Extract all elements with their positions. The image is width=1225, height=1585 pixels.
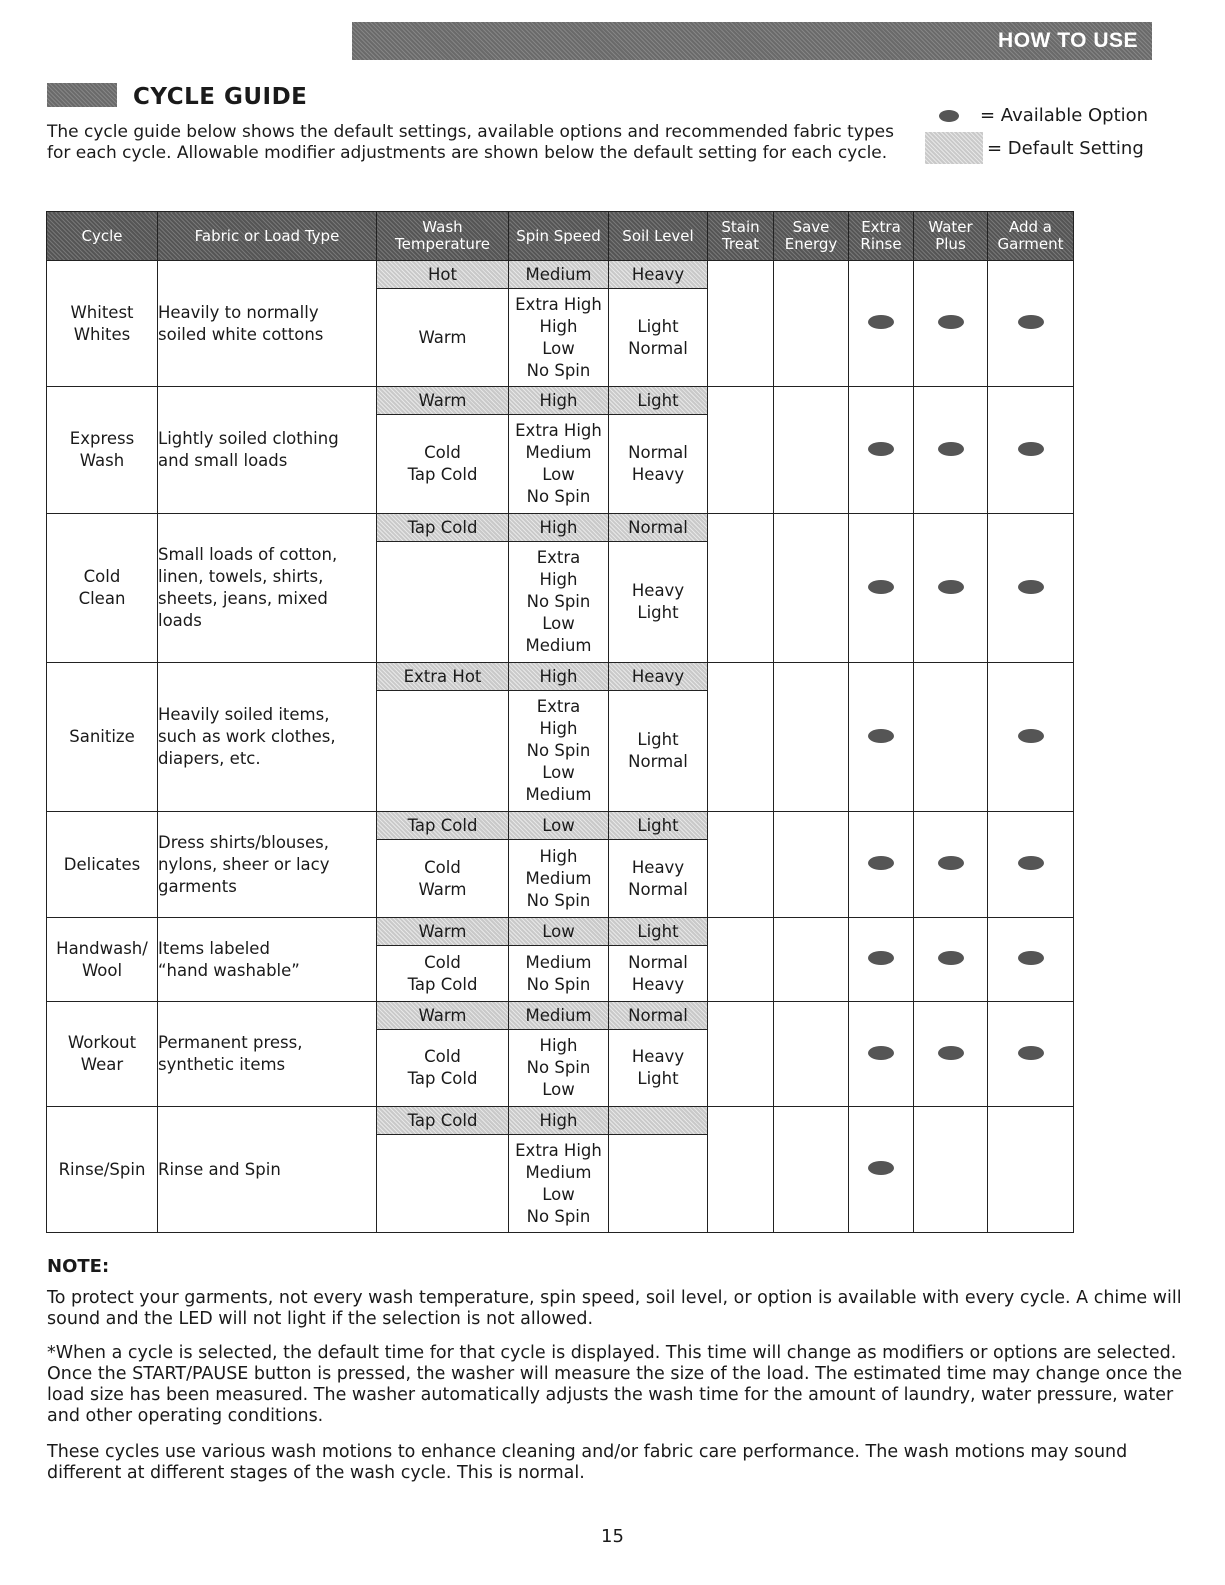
col-soil: Soil Level	[609, 212, 708, 261]
soil-level-modifiers	[609, 1030, 707, 1106]
wash-temperature-modifier: Cold	[424, 1047, 461, 1066]
table-row	[47, 1107, 1074, 1233]
extra-rinse-cell	[849, 1107, 914, 1233]
wash-temperature-cell	[377, 812, 509, 918]
soil-level-cell	[609, 1107, 708, 1233]
soil-level-cell	[609, 663, 708, 812]
cycle-name-line: Sanitize	[69, 727, 135, 746]
spin-speed-modifier: Extra	[536, 697, 581, 716]
wash-temperature-modifier: Warm	[418, 879, 467, 899]
soil-level-modifiers	[609, 289, 707, 386]
wash-temperature-default: Extra Hot	[377, 663, 508, 691]
legend-default	[925, 132, 1144, 164]
spin-speed-modifier: High	[539, 719, 578, 738]
wash-temperature-modifier: Cold	[424, 857, 461, 877]
spin-speed-modifiers	[509, 1030, 608, 1106]
spin-speed-modifier: No Spin	[526, 360, 591, 380]
spin-speed-cell	[509, 918, 609, 1002]
spin-speed-modifier: High	[539, 1036, 578, 1055]
available-option-icon	[868, 729, 894, 743]
soil-level-cell	[609, 1002, 708, 1107]
cycle-name	[47, 918, 158, 1002]
add-a-garment-cell	[988, 1107, 1074, 1233]
wash-temperature-modifiers	[377, 1135, 508, 1232]
fabric-type-line: soiled white cottons	[158, 324, 324, 344]
spin-speed-modifier: No Spin	[526, 592, 591, 611]
available-option-icon	[868, 1046, 894, 1060]
soil-level-cell	[609, 387, 708, 514]
spin-speed-modifier: Medium	[525, 636, 592, 655]
col-cycle: Cycle	[47, 212, 158, 261]
fabric-type	[158, 663, 377, 812]
soil-level-modifiers	[609, 542, 707, 662]
spin-speed-modifiers	[509, 946, 608, 1001]
water-plus-cell	[914, 663, 988, 812]
cycle-name-line: Wash	[79, 451, 125, 470]
soil-level-modifier: Light	[637, 1069, 679, 1088]
table-row	[47, 663, 1074, 812]
available-option-icon	[1018, 951, 1044, 965]
soil-level-modifier: Normal	[628, 879, 688, 899]
stain-treat-cell	[708, 918, 774, 1002]
extra-rinse-cell	[849, 663, 914, 812]
available-option-icon	[1018, 442, 1044, 456]
cycle-guide-table	[46, 211, 1074, 1233]
soil-level-cell	[609, 514, 708, 663]
spin-speed-modifier: Low	[542, 338, 575, 358]
wash-temperature-modifiers	[377, 289, 508, 386]
col-garment: Add a Garment	[988, 212, 1074, 261]
table-row	[47, 261, 1074, 387]
extra-rinse-cell	[849, 261, 914, 387]
spin-speed-modifier: Low	[542, 614, 575, 633]
save-energy-cell	[774, 1107, 849, 1233]
soil-level-modifier: Heavy	[631, 1047, 685, 1066]
default-setting-swatch	[925, 132, 983, 164]
save-energy-cell	[774, 663, 849, 812]
available-option-icon	[868, 951, 894, 965]
available-option-icon	[938, 951, 964, 965]
save-energy-cell	[774, 387, 849, 514]
fabric-type-line: Rinse and Spin	[158, 1159, 281, 1179]
fabric-type-line: Items labeled	[158, 938, 270, 958]
soil-level-default: Light	[609, 387, 707, 415]
soil-level-default: Normal	[609, 514, 707, 542]
available-option-icon	[938, 315, 964, 329]
stain-treat-cell	[708, 387, 774, 514]
cycle-name	[47, 663, 158, 812]
spin-speed-modifier: Medium	[525, 785, 592, 804]
spin-speed-cell	[509, 261, 609, 387]
wash-temperature-cell	[377, 387, 509, 514]
spin-speed-modifiers	[509, 415, 608, 513]
wash-temperature-modifier: Cold	[424, 443, 461, 462]
cycle-name-line: Workout	[67, 1033, 137, 1052]
soil-level-modifier: Light	[637, 603, 679, 622]
wash-temperature-modifier: Warm	[418, 327, 467, 347]
fabric-type	[158, 514, 377, 663]
cycle-name	[47, 261, 158, 387]
cycle-name-line: Cold	[83, 567, 121, 586]
water-plus-cell	[914, 1107, 988, 1233]
available-option-icon	[938, 580, 964, 594]
soil-level-default: Light	[609, 812, 707, 840]
wash-temperature-modifier: Tap Cold	[407, 465, 478, 484]
col-spin: Spin Speed	[509, 212, 609, 261]
spin-speed-modifier: Low	[542, 1080, 575, 1099]
soil-level-cell	[609, 812, 708, 918]
extra-rinse-cell	[849, 387, 914, 514]
spin-speed-modifier: Low	[542, 465, 575, 484]
cycle-name	[47, 1107, 158, 1233]
fabric-type-line: such as work clothes,	[158, 727, 336, 746]
spin-speed-cell	[509, 663, 609, 812]
soil-level-default: Heavy	[609, 261, 707, 289]
add-a-garment-cell	[988, 514, 1074, 663]
soil-level-modifier: Normal	[628, 952, 688, 972]
soil-level-modifiers	[609, 1135, 707, 1232]
wash-temperature-default: Tap Cold	[377, 812, 508, 840]
spin-speed-cell	[509, 1107, 609, 1233]
spin-speed-modifiers	[509, 691, 608, 811]
available-option-icon	[1018, 580, 1044, 594]
spin-speed-default: High	[509, 663, 608, 691]
fabric-type-line: Permanent press,	[158, 1033, 303, 1052]
soil-level-default	[609, 1107, 707, 1135]
note-paragraph: *When a cycle is selected, the default time for that cycle is displayed. This time will change as modifiers or options are selected. Once the START/PAUSE button is pressed, the washer will measure the size of the load. The estimated time may change once the load size has been measured. The washer automatically adjusts the wash time for the amount of laundry, water pressure, water and other operating conditions.	[47, 1343, 1183, 1426]
wash-temperature-default: Warm	[377, 387, 508, 415]
cycle-name-line: Whites	[73, 324, 131, 344]
legend-available-label: = Available Option	[980, 105, 1149, 126]
spin-speed-modifier: No Spin	[526, 890, 591, 910]
fabric-type-line: garments	[158, 876, 237, 896]
col-stain: Stain Treat	[708, 212, 774, 261]
add-a-garment-cell	[988, 918, 1074, 1002]
wash-temperature-modifiers	[377, 415, 508, 513]
available-option-icon	[1018, 315, 1044, 329]
save-energy-cell	[774, 812, 849, 918]
spin-speed-default: Medium	[509, 261, 608, 289]
fabric-type-line: nylons, sheer or lacy	[158, 854, 330, 874]
save-energy-cell	[774, 514, 849, 663]
cycle-name-line: Delicates	[63, 854, 141, 874]
note-paragraph: These cycles use various wash motions to enhance cleaning and/or fabric care performance. The wash motions may sound different at different stages of the wash cycle. This is normal.	[47, 1442, 1128, 1483]
banner-title: HOW TO USE	[998, 29, 1138, 52]
wash-temperature-modifier: Cold	[424, 952, 461, 972]
table-row	[47, 1002, 1074, 1107]
wash-temperature-default: Warm	[377, 1002, 508, 1030]
spin-speed-modifier: Low	[542, 1184, 575, 1204]
water-plus-cell	[914, 261, 988, 387]
available-option-icon	[1018, 1046, 1044, 1060]
spin-speed-modifiers	[509, 289, 608, 386]
fabric-type	[158, 918, 377, 1002]
note-paragraph: To protect your garments, not every wash temperature, spin speed, soil level, or option is available with every cycle. A chime will sound and the LED will not light if the selection is not allowed.	[47, 1288, 1182, 1329]
soil-level-modifiers	[609, 691, 707, 811]
spin-speed-modifier: High	[539, 570, 578, 589]
save-energy-cell	[774, 1002, 849, 1107]
wash-temperature-cell	[377, 663, 509, 812]
soil-level-modifiers	[609, 946, 707, 1001]
wash-temperature-default: Hot	[377, 261, 508, 289]
save-energy-cell	[774, 918, 849, 1002]
spin-speed-modifier: Medium	[525, 952, 592, 972]
spin-speed-modifier: Medium	[525, 443, 592, 462]
soil-level-modifier: Heavy	[631, 581, 685, 600]
stain-treat-cell	[708, 514, 774, 663]
spin-speed-modifiers	[509, 1135, 608, 1232]
table-row	[47, 514, 1074, 663]
save-energy-cell	[774, 261, 849, 387]
soil-level-modifier: Heavy	[631, 465, 685, 484]
stain-treat-cell	[708, 1107, 774, 1233]
spin-speed-modifier: Extra High	[515, 1140, 602, 1160]
section-title: CYCLE GUIDE	[133, 84, 308, 110]
spin-speed-cell	[509, 812, 609, 918]
fabric-type-line: Small loads of cotton,	[158, 545, 338, 564]
fabric-type	[158, 261, 377, 387]
available-option-icon	[868, 442, 894, 456]
stain-treat-cell	[708, 812, 774, 918]
water-plus-cell	[914, 1002, 988, 1107]
wash-temperature-modifier: Tap Cold	[407, 1069, 478, 1088]
legend-default-label: = Default Setting	[987, 137, 1144, 159]
available-option-icon	[938, 856, 964, 870]
section-banner	[352, 22, 1152, 60]
spin-speed-modifiers	[509, 840, 608, 917]
extra-rinse-cell	[849, 1002, 914, 1107]
soil-level-default: Heavy	[609, 663, 707, 691]
soil-level-modifier: Light	[637, 316, 679, 336]
fabric-type	[158, 1107, 377, 1233]
fabric-type-line: sheets, jeans, mixed loads	[158, 589, 328, 630]
stain-treat-cell	[708, 663, 774, 812]
water-plus-cell	[914, 387, 988, 514]
soil-level-modifier: Normal	[628, 443, 688, 462]
fabric-type-line: Heavily to normally	[158, 302, 319, 322]
spin-speed-modifier: No Spin	[526, 974, 591, 994]
spin-speed-modifier: No Spin	[526, 1058, 591, 1077]
cycle-name-line: Wool	[81, 960, 123, 980]
table-row	[47, 812, 1074, 918]
wash-temperature-cell	[377, 1107, 509, 1233]
wash-temperature-modifiers	[377, 1030, 508, 1106]
soil-level-modifier: Normal	[628, 752, 688, 771]
cycle-name-line: Whitest	[70, 302, 134, 322]
spin-speed-default: Low	[509, 812, 608, 840]
soil-level-modifiers	[609, 840, 707, 917]
available-option-icon	[938, 442, 964, 456]
cycle-name-line: Clean	[78, 589, 126, 608]
fabric-type-line: linen, towels, shirts,	[158, 567, 324, 586]
wash-temperature-modifiers	[377, 840, 508, 917]
spin-speed-modifier: Extra High	[515, 294, 602, 314]
spin-speed-default: High	[509, 387, 608, 415]
fabric-type	[158, 1002, 377, 1107]
cycle-name	[47, 387, 158, 514]
col-energy: Save Energy	[774, 212, 849, 261]
fabric-type-line: synthetic items	[158, 1055, 286, 1074]
wash-temperature-modifier: Tap Cold	[407, 974, 478, 994]
water-plus-cell	[914, 918, 988, 1002]
spin-speed-modifier: Medium	[525, 868, 592, 888]
add-a-garment-cell	[988, 387, 1074, 514]
spin-speed-modifier: Extra High	[515, 421, 602, 440]
soil-level-modifier: Light	[637, 730, 679, 749]
wash-temperature-modifiers	[377, 946, 508, 1001]
wash-temperature-default: Tap Cold	[377, 514, 508, 542]
spin-speed-modifier: No Spin	[526, 487, 591, 506]
stain-treat-cell	[708, 1002, 774, 1107]
soil-level-cell	[609, 918, 708, 1002]
fabric-type-line: Dress shirts/blouses,	[158, 832, 329, 852]
fabric-type-line: and small loads	[158, 451, 288, 470]
cycle-name-line: Wear	[80, 1055, 124, 1074]
soil-level-modifier: Heavy	[631, 974, 685, 994]
fabric-type-line: diapers, etc.	[158, 749, 261, 768]
wash-temperature-cell	[377, 918, 509, 1002]
page-number: 15	[601, 1526, 624, 1547]
extra-rinse-cell	[849, 514, 914, 663]
fabric-type	[158, 387, 377, 514]
add-a-garment-cell	[988, 812, 1074, 918]
col-temp: Wash Temperature	[377, 212, 509, 261]
wash-temperature-modifiers	[377, 691, 508, 811]
stain-treat-cell	[708, 261, 774, 387]
available-option-icon	[939, 110, 959, 122]
spin-speed-default: High	[509, 1107, 608, 1135]
available-option-icon	[868, 315, 894, 329]
fabric-type-line: Lightly soiled clothing	[158, 429, 339, 448]
section-marker	[47, 83, 117, 107]
available-option-icon	[938, 1046, 964, 1060]
water-plus-cell	[914, 514, 988, 663]
water-plus-cell	[914, 812, 988, 918]
spin-speed-modifier: No Spin	[526, 741, 591, 760]
extra-rinse-cell	[849, 918, 914, 1002]
table-header-row	[47, 212, 1074, 261]
soil-level-default: Light	[609, 918, 707, 946]
spin-speed-cell	[509, 387, 609, 514]
spin-speed-modifier: No Spin	[526, 1206, 591, 1226]
wash-temperature-cell	[377, 261, 509, 387]
note-title: NOTE:	[47, 1256, 110, 1277]
soil-level-default: Normal	[609, 1002, 707, 1030]
intro-text: The cycle guide below shows the default settings, available options and recommended fabric types for each cycle. Allowable modifier adjustments are shown below the default setting for each cycle.	[47, 122, 894, 163]
spin-speed-default: High	[509, 514, 608, 542]
cycle-name	[47, 1002, 158, 1107]
available-option-icon	[1018, 729, 1044, 743]
soil-level-modifier: Normal	[628, 338, 688, 358]
wash-temperature-modifiers	[377, 542, 508, 662]
wash-temperature-cell	[377, 1002, 509, 1107]
add-a-garment-cell	[988, 261, 1074, 387]
spin-speed-cell	[509, 1002, 609, 1107]
spin-speed-modifier: Extra	[536, 548, 581, 567]
spin-speed-modifier: High	[539, 316, 578, 336]
available-option-icon	[868, 856, 894, 870]
soil-level-cell	[609, 261, 708, 387]
cycle-name	[47, 514, 158, 663]
spin-speed-default: Medium	[509, 1002, 608, 1030]
spin-speed-default: Low	[509, 918, 608, 946]
available-option-icon	[868, 580, 894, 594]
wash-temperature-default: Warm	[377, 918, 508, 946]
col-water: Water Plus	[914, 212, 988, 261]
spin-speed-modifier: Medium	[525, 1162, 592, 1182]
fabric-type-line: “hand washable”	[158, 960, 300, 980]
spin-speed-modifier: Low	[542, 763, 575, 782]
spin-speed-cell	[509, 514, 609, 663]
fabric-type-line: Heavily soiled items,	[158, 705, 330, 724]
spin-speed-modifier: High	[539, 846, 578, 866]
col-rinse: Extra Rinse	[849, 212, 914, 261]
col-fabric: Fabric or Load Type	[158, 212, 377, 261]
spin-speed-modifiers	[509, 542, 608, 662]
add-a-garment-cell	[988, 1002, 1074, 1107]
cycle-name-line: Express	[69, 429, 135, 448]
cycle-name	[47, 812, 158, 918]
table-row	[47, 918, 1074, 1002]
wash-temperature-cell	[377, 514, 509, 663]
fabric-type	[158, 812, 377, 918]
available-option-icon	[1018, 856, 1044, 870]
soil-level-modifier: Heavy	[631, 857, 685, 877]
wash-temperature-default: Tap Cold	[377, 1107, 508, 1135]
cycle-name-line: Rinse/Spin	[58, 1159, 146, 1179]
cycle-name-line: Handwash/	[56, 938, 148, 958]
soil-level-modifiers	[609, 415, 707, 513]
available-option-icon	[868, 1161, 894, 1175]
table-row	[47, 387, 1074, 514]
add-a-garment-cell	[988, 663, 1074, 812]
extra-rinse-cell	[849, 812, 914, 918]
legend-available	[939, 105, 1148, 126]
